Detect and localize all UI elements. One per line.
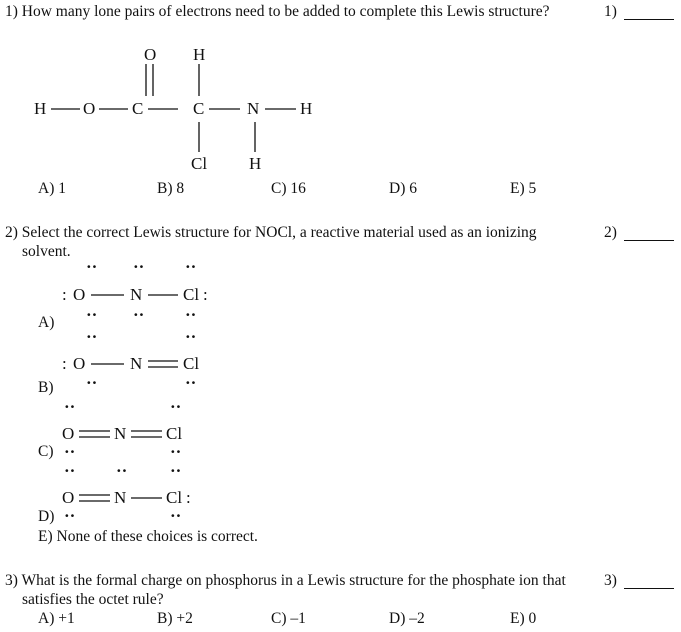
svg-text:··: ··: [133, 257, 145, 276]
atom-cl: Cl: [191, 154, 208, 173]
atom-o: O: [62, 488, 75, 507]
q2-choice-e[interactable]: E) None of these choices is correct.: [38, 528, 258, 545]
q1-answer-label: 1): [604, 3, 617, 20]
q2-choice-d-label[interactable]: D): [38, 508, 55, 525]
svg-text:··: ··: [170, 461, 182, 480]
q1-number: 1): [5, 3, 18, 20]
svg-text:··: ··: [170, 506, 182, 525]
svg-text:··: ··: [185, 373, 197, 392]
atom-c1: C: [132, 99, 144, 118]
lone-pair-o-left: :: [62, 354, 67, 373]
q3-number: 3): [5, 572, 18, 589]
atom-h-left: H: [34, 99, 47, 118]
svg-text:··: ··: [185, 327, 197, 346]
svg-text:··: ··: [170, 442, 182, 461]
atom-n: N: [114, 488, 127, 507]
atom-o: O: [62, 424, 75, 443]
atom-n: N: [130, 285, 143, 304]
q1-lewis-structure: [34, 45, 312, 173]
q3-prompt-line2: satisfies the octet rule?: [22, 591, 164, 608]
q1-prompt: How many lone pairs of electrons need to be added to complete this Lewis structure?: [21, 3, 550, 20]
q2-choice-c-label[interactable]: C): [38, 443, 54, 460]
atom-o-top: O: [144, 45, 157, 64]
q2-structure-c: [62, 397, 182, 461]
atom-cl: Cl: [166, 488, 183, 507]
q3-choice-d[interactable]: D) –2: [389, 610, 425, 627]
q3-answer-label: 3): [604, 572, 617, 589]
svg-text:··: ··: [185, 305, 197, 324]
q2-number: 2): [5, 224, 18, 241]
q2-structure-b: [62, 327, 199, 392]
lone-pair-cl-right: :: [203, 285, 208, 304]
q2-prompt: Select the correct Lewis structure for NOCl, a reactive material used as an ionizing: [21, 224, 537, 241]
svg-text:··: ··: [64, 506, 76, 525]
atom-c2: C: [193, 99, 205, 118]
q1-choice-d[interactable]: D) 6: [389, 180, 417, 197]
svg-text:··: ··: [170, 397, 182, 416]
atom-cl: Cl: [183, 354, 200, 373]
atom-n: N: [114, 424, 127, 443]
q1-choice-a[interactable]: A) 1: [38, 180, 66, 197]
lone-pair-cl-right: :: [186, 488, 191, 507]
q1-choice-c[interactable]: C) 16: [271, 180, 306, 197]
atom-h-right: H: [300, 99, 313, 118]
q1-choice-e[interactable]: E) 5: [510, 180, 537, 197]
q3-prompt: What is the formal charge on phosphorus in a Lewis structure for the phosphate ion that: [21, 572, 566, 589]
svg-text:··: ··: [86, 305, 98, 324]
atom-h-top: H: [193, 45, 206, 64]
q1-choice-b[interactable]: B) 8: [157, 180, 185, 197]
q2-prompt-line2: solvent.: [22, 243, 71, 260]
atom-n: N: [247, 99, 260, 118]
svg-text:··: ··: [64, 442, 76, 461]
lone-pair-o-left: :: [62, 285, 67, 304]
svg-text:··: ··: [116, 461, 128, 480]
atom-h-bottom: H: [249, 154, 262, 173]
atom-o: O: [73, 354, 86, 373]
q2-choice-b-label[interactable]: B): [38, 379, 54, 396]
q2-structure-d: [62, 461, 191, 525]
q2-choice-a-label[interactable]: A): [38, 314, 55, 331]
q3-choice-e[interactable]: E) 0: [510, 610, 537, 627]
svg-text:··: ··: [86, 373, 98, 392]
q3-choice-b[interactable]: B) +2: [157, 610, 193, 627]
atom-n: N: [130, 354, 143, 373]
svg-text:··: ··: [133, 305, 145, 324]
atom-o: O: [83, 99, 96, 118]
atom-cl: Cl: [183, 285, 200, 304]
atom-cl: Cl: [166, 424, 183, 443]
atom-o: O: [73, 285, 86, 304]
q3-choice-a[interactable]: A) +1: [38, 610, 75, 627]
q3-choice-c[interactable]: C) –1: [271, 610, 306, 627]
svg-text:··: ··: [86, 327, 98, 346]
svg-text:··: ··: [185, 257, 197, 276]
q2-structure-a: [62, 257, 208, 324]
svg-text:··: ··: [86, 257, 98, 276]
svg-text:··: ··: [64, 397, 76, 416]
q2-answer-label: 2): [604, 224, 617, 241]
svg-text:··: ··: [64, 461, 76, 480]
